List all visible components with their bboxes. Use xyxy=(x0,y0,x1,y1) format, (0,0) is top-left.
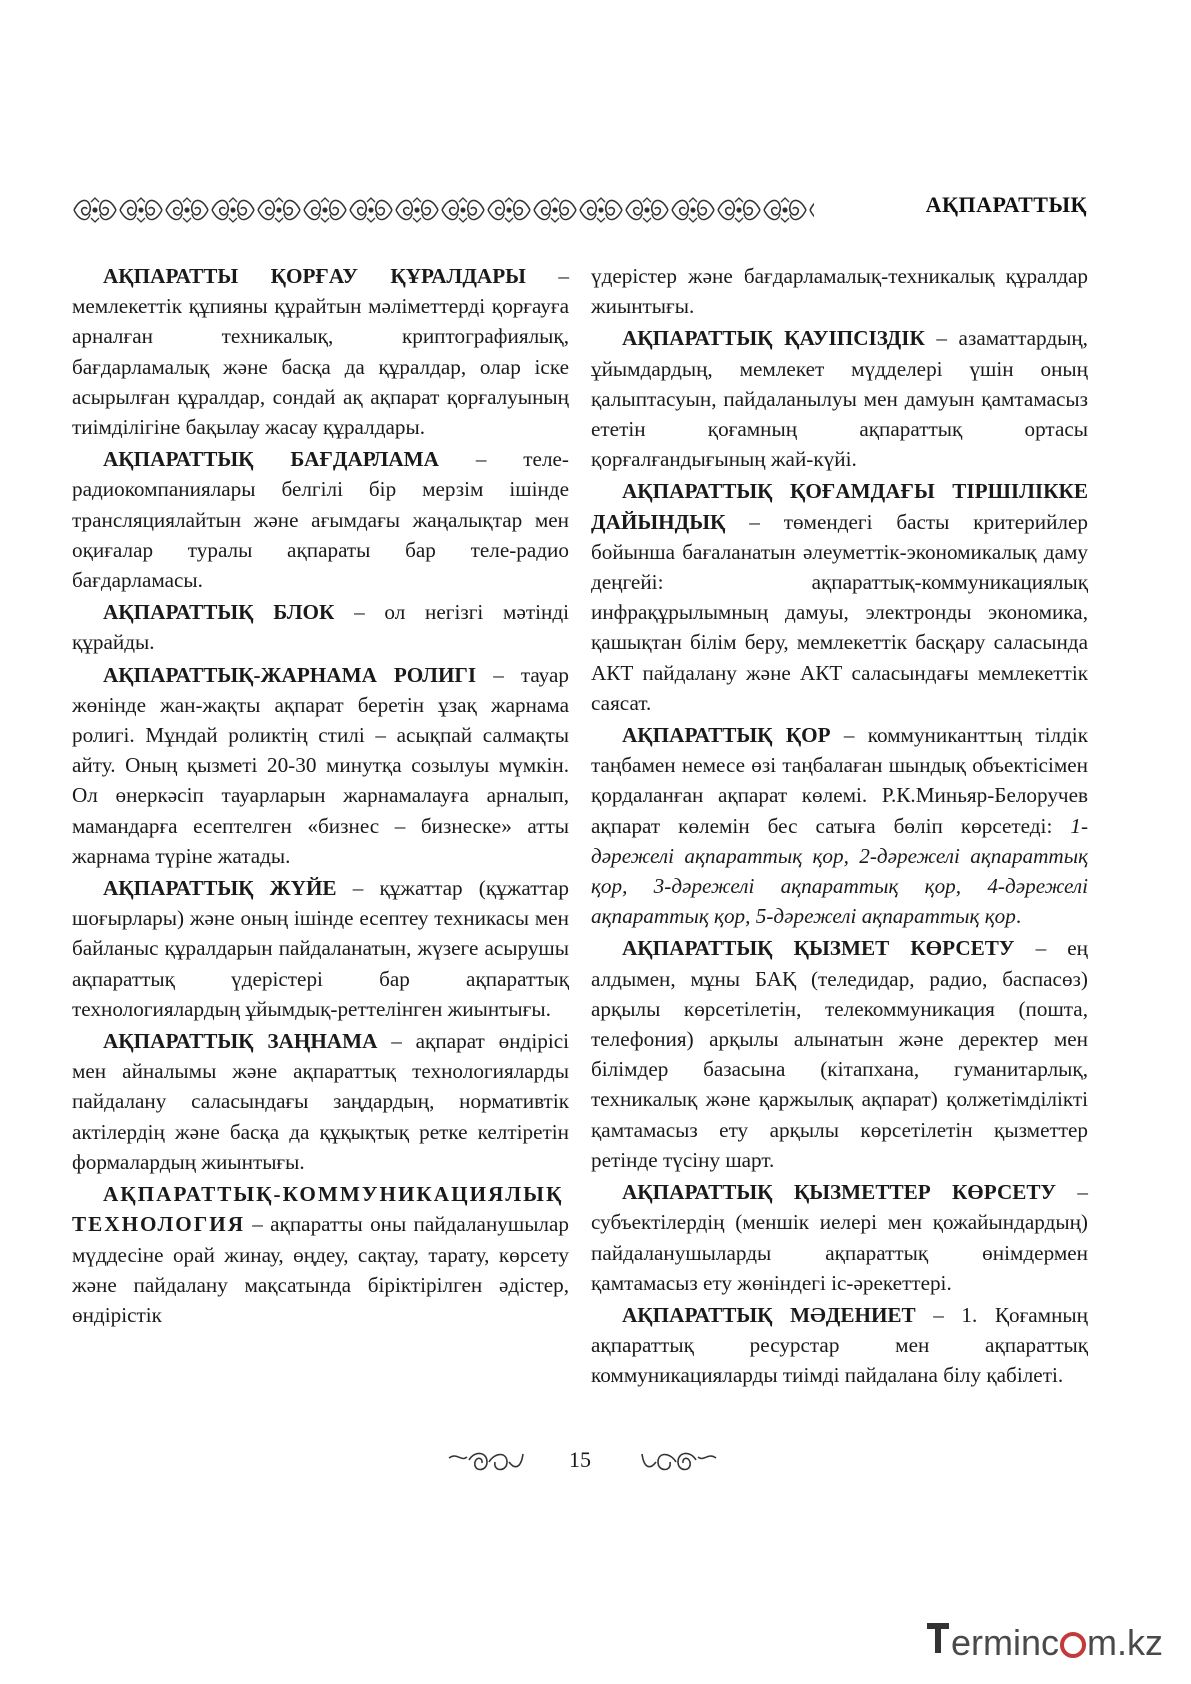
entry-term: АҚПАРАТТЫҚ ЖҮЙЕ xyxy=(103,876,337,901)
entry-term: АҚПАРАТТЫҚ МӘДЕНИЕТ xyxy=(622,1302,916,1327)
logo-text-prefix: ermin xyxy=(950,1622,1041,1663)
entry-definition: – ақпаратты оны пайдаланушылар мүддесіне орай жинау, өңдеу, сақтау, тарату, көрсету және пайдалану мақсатында біріктірілген әдістер, өндірістік xyxy=(72,1212,569,1327)
entry-italic-list: 1-дәрежелі ақпараттық қор, 2-дәрежелі ақпараттық қор, 3-дәрежелі ақпараттық қор, 4-дәрежелі ақпараттық қор, 5-дәрежелі ақпараттық қор xyxy=(591,813,1088,929)
dictionary-entry xyxy=(591,323,1088,474)
footer-fleuron-right-icon xyxy=(640,1448,718,1483)
dictionary-entry xyxy=(72,444,569,595)
dictionary-entry xyxy=(591,476,1088,718)
dictionary-entry xyxy=(72,1026,569,1177)
dictionary-entry xyxy=(591,1300,1088,1391)
right-column xyxy=(591,261,1088,1393)
dictionary-entry xyxy=(72,597,569,657)
entry-tail: . xyxy=(1015,904,1022,929)
entry-definition: – коммуниканттың тілдік таңбамен немесе өзі таңбалаған шындық объектісімен қордаланған ақпарат көлемі. Р.К.Миньяр-Белоручев ақпарат көлемін бес сатыға бөліп көрсетеді: xyxy=(591,723,1088,838)
page-number: 15 xyxy=(569,1447,591,1472)
logo-text-middle: c xyxy=(1041,1622,1059,1663)
entry-term: АҚПАРАТТЫҚ ҚЫЗМЕТ КӨРСЕТУ xyxy=(622,936,1015,961)
footer-fleuron-left-icon xyxy=(447,1448,525,1483)
entry-term: АҚПАРАТТЫҚ БАҒДАРЛАМА xyxy=(103,447,439,472)
entry-definition: – ол негізгі мәтінді құрайды. xyxy=(72,600,569,655)
entry-term: АҚПАРАТТЫҚ-ЖАРНАМА РОЛИГІ xyxy=(103,662,477,687)
logo-text-suffix: m.kz xyxy=(1087,1622,1163,1663)
entry-definition: – 1. Қоғамның ақпараттық ресурстар мен ақпараттық коммуникацияларды тиімді пайдалана білу қабілеті. xyxy=(591,1302,1088,1388)
entry-term: АҚПАРАТТЫҚ ҚОР xyxy=(622,723,831,748)
entry-definition: – азаматтардың, ұйымдардың, мемлекет мүдделері үшін оның қалыптасуын, пайдаланылуы мен дамуын қамтамасыз ететін қоғамның ақпараттық ортасы қорғалғандығының жай-күйі. xyxy=(591,326,1088,472)
running-header-title: АҚПАРАТТЫҚ xyxy=(925,192,1087,217)
dictionary-entry xyxy=(72,261,569,442)
entry-definition: – құжаттар (құжаттар шоғырлары) және оның ішінде есептеу техникасы мен байланыс құралдарын пайдаланатын, жүзеге асырушы ақпараттық үдерістері бар ақпараттық технологиялардың ұйымдық-реттелінген жиынтығы. xyxy=(72,876,569,1021)
entry-definition: – ең алдымен, мұны БАҚ (теледидар, радио, баспасөз) арқылы көрсетілетін, телекоммуникация (пошта, телефония) арқылы алынатын және деректер мен білімдер базасына (кітапхана, гуманитарлық, техникалық және қаржылық ақпарат) қолжетімділікті қамтамасыз ету арқылы көрсетілетін қызметтер ретінде түсіну шарт. xyxy=(591,936,1088,1172)
dictionary-entry xyxy=(591,1177,1088,1298)
globe-icon xyxy=(1060,1632,1086,1658)
entry-term: АҚПАРАТТЫҚ ЗАҢНАМА xyxy=(103,1029,378,1054)
entry-definition: – субъектілердің (меншік иелері мен қожайындардың) пайдаланушыларды ақпараттық өнімдермен қамтамасыз ету жөніндегі іс-әрекеттері. xyxy=(591,1180,1088,1295)
entry-term: АҚПАРАТТЫҚ-КОММУНИКАЦИЯЛЫҚ ТЕХНОЛОГИЯ xyxy=(72,1182,564,1237)
termincom-watermark-logo xyxy=(927,1621,1163,1665)
entry-definition: – ақпарат өндірісі мен айналымы және ақпараттық технологияларды пайдалану саласындағы заңдардың, нормативтік актілердің және басқа да құқықтық ретке келтіретін формалардың жиынтығы. xyxy=(72,1029,569,1174)
entry-term: АҚПАРАТТЫ ҚОРҒАУ ҚҰРАЛДАРЫ xyxy=(103,264,526,288)
dictionary-entry xyxy=(72,873,569,1024)
entry-term: АҚПАРАТТЫҚ ҚОҒАМДАҒЫ ТІРШІЛІККЕ ДАЙЫНДЫҚ xyxy=(591,479,1088,534)
entry-definition: – теле-радиокомпаниялары белгілі бір мерзім ішінде трансляциялайтын және ағымдағы жаңалықтар мен оқиғалар туралы ақпараты бар теле-радио бағдарламасы. xyxy=(72,447,569,593)
entry-definition: – төмендегі басты критерийлер бойынша бағаланатын әлеуметтік-экономикалық даму деңгейі: ақпараттық-коммуникациялық инфрақұрылымның дамуы, электронды экономика, қашықтан білім беру, мемлекеттік басқару саласында АКТ пайдалану және АКТ саласындағы мемлекеттік саясат. xyxy=(591,509,1088,715)
logo-t-icon xyxy=(927,1621,949,1655)
entry-term: АҚПАРАТТЫҚ ҚАУІПСІЗДІК xyxy=(622,326,925,351)
entry-continuation: үдерістер және бағдарламалық-техникалық құралдар жиынтығы. xyxy=(591,264,1088,319)
entry-definition: – тауар жөнінде жан-жақты ақпарат беретін ұзақ жарнама ролигі. Мұндай роликтің стилі – асықпай салмақты айту. Оның қызметі 20-30 минутқа созылуы мүмкін. Ол өнеркәсіп тауарларын жарнамалауға арналып, мамандарға есептелген «бизнес – бизнеске» атты жарнама түріне жатады. xyxy=(72,662,569,868)
entry-term: АҚПАРАТТЫҚ ҚЫЗМЕТТЕР КӨРСЕТУ xyxy=(622,1180,1057,1205)
dictionary-entry xyxy=(72,660,569,871)
dictionary-entry xyxy=(591,933,1088,1175)
left-column xyxy=(72,261,569,1332)
entry-term: АҚПАРАТТЫҚ БЛОК xyxy=(103,600,335,625)
dictionary-entry xyxy=(72,1179,569,1330)
entry-definition: – мемлекеттік құпияны құрайтын мәліметтерді қорғауға арналған техникалық, криптографиялық, бағдарламалық және басқа да құралдар, олар іске асырылған құралдар, сондай ақ ақпарат қорғалуының тиімділігіне бақылау жасау құралдары. xyxy=(72,264,569,440)
header-ornament-band xyxy=(72,196,814,224)
dictionary-entry xyxy=(591,720,1088,931)
